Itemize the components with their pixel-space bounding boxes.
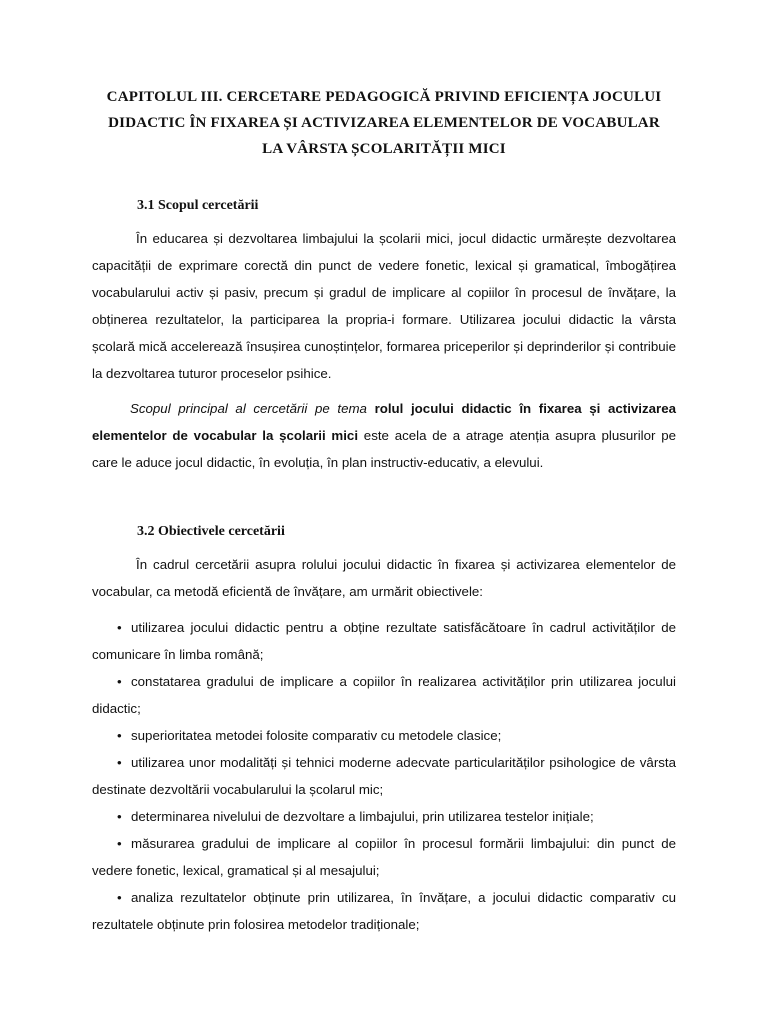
main-purpose-italic: Scopul principal al cercetării pe tema	[130, 401, 367, 417]
list-item: • constatarea gradului de implicare a copiilor în realizarea activităților prin utilizarea jocului didactic;	[92, 668, 676, 722]
paragraph-scope: În educarea și dezvoltarea limbajului la școlarii mici, jocul didactic urmărește dezvoltarea capacității de exprimare corectă din punct de vedere fonetic, lexical și gramatical, îmbogățirea vocabularului activ și pasiv, precum și gradul de implicare al copiilor în procesul de învățare, la obținerea rezultatelor, la participarea la propria-i formare. Utilizarea jocului didactic la vârsta școlară mică accelerează însușirea cunoștințelor, formarea priceperilor și deprinderilor și contribuie la dezvoltarea tuturor proceselor psihice.	[92, 231, 676, 382]
list-item: • utilizarea unor modalități și tehnici moderne adecvate particularităților psihologice de vârsta destinate dezvoltării vocabularului la școlarul mic;	[92, 749, 676, 803]
chapter-title	[90, 84, 678, 162]
main-purpose-bold: rolul jocului didactic în fixarea și activizarea elementelor de vocabular la școlarii mici	[92, 401, 676, 444]
section-heading-3-1: 3.1 Scopul cercetării	[137, 198, 259, 213]
bullet-icon: •	[117, 809, 122, 824]
paragraph-objectives-intro: În cadrul cercetării asupra rolului jocului didactic în fixarea și activizarea elementelor de vocabular, ca metodă eficientă de învățare, am urmărit obiectivele:	[92, 557, 676, 600]
list-item: • măsurarea gradului de implicare al copiilor în procesul formării limbajului: din punct de vedere fonetic, lexical, gramatical și al mesajului;	[92, 830, 676, 884]
list-item: • utilizarea jocului didactic pentru a obține rezultate satisfăcătoare în cadrul activităților de comunicare în limba română;	[92, 614, 676, 668]
bullet-icon: •	[117, 620, 122, 635]
bullet-icon: •	[117, 890, 122, 905]
chapter-title-line-2: DIDACTIC ÎN FIXAREA ȘI ACTIVIZAREA ELEMENTELOR DE VOCABULAR	[108, 115, 660, 131]
chapter-title-line-1: CAPITOLUL III. CERCETARE PEDAGOGICĂ PRIVIND EFICIENȚA JOCULUI	[106, 89, 662, 105]
list-item: • determinarea nivelului de dezvoltare a limbajului, prin utilizarea testelor inițiale;	[92, 803, 676, 830]
bullet-icon: •	[117, 674, 122, 689]
bullet-icon: •	[117, 755, 122, 770]
list-item: • analiza rezultatelor obținute prin utilizarea, în învățare, a jocului didactic comparativ cu rezultatele obținute prin folosirea metodelor tradiționale;	[92, 884, 676, 938]
chapter-title-line-3: LA VÂRSTA ȘCOLARITĂȚII MICI	[262, 141, 506, 157]
paragraph-main-purpose	[92, 395, 676, 476]
bullet-icon: •	[117, 728, 122, 743]
bullet-icon: •	[117, 836, 122, 851]
main-purpose-rest: este acela de a atrage atenția asupra plusurilor pe care le aduce jocul didactic, în evoluția, în plan instructiv-educativ, a elevului.	[92, 428, 676, 471]
objectives-list	[92, 614, 676, 938]
section-heading-3-2: 3.2 Obiectivele cercetării	[137, 524, 285, 539]
list-item: • superioritatea metodei folosite comparativ cu metodele clasice;	[92, 722, 676, 749]
